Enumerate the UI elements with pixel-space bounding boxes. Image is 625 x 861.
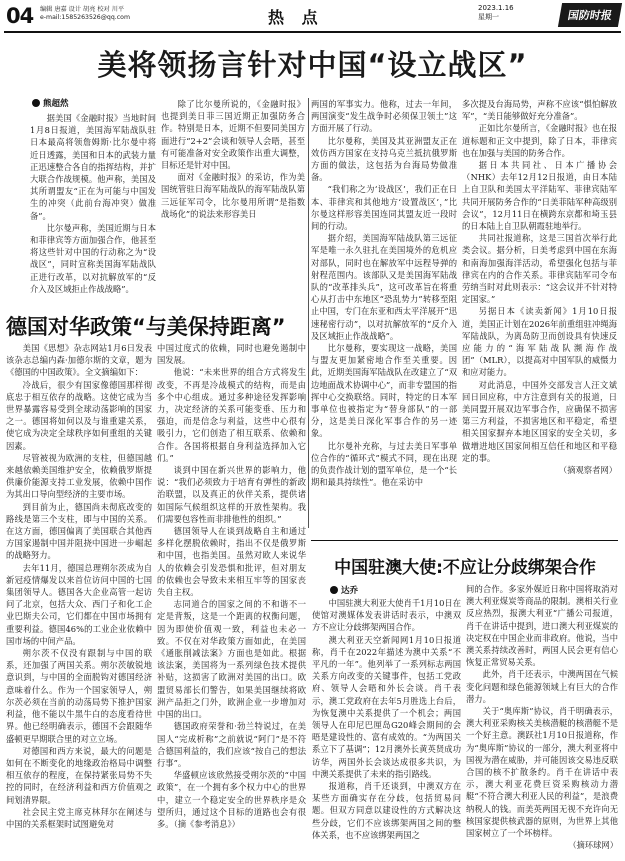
article2-headline: 德国对华政策“与美保持距离” <box>6 315 286 339</box>
article2-paragraph: 去年11月，德国总理朔尔茨成为自新冠疫情爆发以来首位访问中国的七国集团领导人。德国各大企业高管一起访问了北京，包括大众、西门子和化工企业巴斯夫公司，它们都在中国市场拥有重要利益。德国46%的工业企业依赖中国市场的中间产品。 <box>6 562 152 646</box>
article3-source: （摘环球网） <box>568 840 618 851</box>
article2-column-2 <box>157 342 306 854</box>
article1-paragraph: 另据日本《读卖新闻》1月10日报道，美国正计划在2026年前重组驻冲绳海军陆战队，为离岛防卫而创设具有快速反应能力的“海军陆战队濒海作战团”（MLR），以提高对中国军队的威慑力和应对能力。 <box>462 306 617 378</box>
page-number: 04 <box>6 4 34 28</box>
article1-column-1 <box>30 112 156 304</box>
date-text: 2023.1.16 <box>478 4 514 12</box>
article1-column-2 <box>161 98 305 302</box>
article1-paragraph: 据美国《金融时报》当地时间1月8日报道，美国海军陆战队驻日本最高将领詹姆斯·比尔曼中将近日透露，美国和日本的武装力量正迅速整合各自的指挥结构，并扩大联合作战规模。他声称，美国及其所谓盟友“正在为可能与中国发生的冲突（此前台海冲突）做准备”。 <box>30 113 156 221</box>
article1-source: （摘观察者网） <box>558 465 617 476</box>
article2-paragraph: 华盛顿应该欣然接受朔尔茨的“中国政策”，在一个拥有多个权力中心的世界中，建立一个稳定安全的世界秩序是众望所归，通过这个目标的道路也会有很多。（摘《参考消息》） <box>157 770 306 829</box>
article1-paragraph: “我们称之为‘设战区’，我们正在日本、菲律宾和其他地方‘设置战区’，”比尔曼这样形容美国连同其盟友近一段时间的行动。 <box>311 184 457 232</box>
article1-paragraph: 比尔曼称，美国及其亚洲盟友正在效仿西方国家在支持乌克兰抵抗俄罗斯方面的做法，这包括为台海局势做准备。 <box>311 135 457 183</box>
article3-column-2 <box>466 583 618 855</box>
article1-paragraph: 多次提及台海局势，声称不应该“惧怕解放军”，“美日能够做好充分准备”。 <box>462 99 617 122</box>
article2-paragraph: 尽管被视为欧洲的支柱，但德国越来越依赖美国维护安全，依赖俄罗斯提供廉价能源支持工业发展，依赖中国作为其出口导向型经济的主要市场。 <box>6 452 152 500</box>
byline-bullet-icon <box>330 586 338 594</box>
article1-paragraph: 正如比尔曼所言，《金融时报》也在报道标题和正文中提到，除了日本，菲律宾也在加强与美国的防务合作。 <box>462 123 617 158</box>
issue-date <box>478 4 558 22</box>
article3-column-1 <box>312 597 461 855</box>
article2-paragraph: 志同道合的国家之间的不和谐不一定是背叛，这是一个距离的权衡问题，因为即使价值观一致，利益也未必一致。不仅在对华政策方面如此，在美国《通胀削减法案》方面也是如此。根据该法案，美国将为一系列绿色技术提供补贴，这损害了欧洲对美国的出口。欧盟贸易部长们警告，如果美国继续将欧洲产品拒之门外，欧洲企业一步增加对中国的出口。 <box>157 599 306 720</box>
editors-line: 编辑 唐嘉 设计 胡亮 校对 川平 <box>40 6 125 13</box>
header-rule <box>4 31 621 33</box>
article2-paragraph: 美国《思想》杂志网站1月6日发表该杂志总编内森·加德尔斯的文章，题为《德国的中国政策》。全文摘编如下： <box>6 343 152 378</box>
article3-paragraph: 报道称，肖千还谈到，中澳双方在某些方面确实存在分歧，包括贸易问题。但双方同意以建设性的方式解决这些分歧，它们不应该绑架两国之间的整体关系，也不应该绑架两国之 <box>312 781 461 840</box>
article3-paragraph: 关于“奥库斯”协议，肖千明确表示，澳大利亚采购核关美核潜艇的核潜艇不是一个好主意。澳跃社1月10日报道称，作为“奥库斯”协议的一部分，澳大利亚将中国视为潜在威胁，并可能因该交易违反联合国的核不扩散条约。肖千在讲话中表示，澳大利亚花费巨资采购核动力潜艇“不符合澳大利亚人民的利益”，是浪费纳税人的钱。而美英两国无视不充许向无核国家提供核武器的原则，为世界上其他国家树立了一个坏榜样。 <box>466 706 618 839</box>
article1-paragraph: 两国的军事实力。他称，过去一年间，两国演变“发生战争时必须保卫领土”这方面开展了行动。 <box>311 99 457 134</box>
masthead-logo: 国防时报 <box>558 3 622 27</box>
article2-paragraph: 社会民主党主席克林拜尔在阐述与中国的关系框架时试图避免对 <box>6 806 152 829</box>
article1-byline <box>32 97 69 109</box>
article1-paragraph: 比尔曼称，要实现这一战略，美国与盟友更加紧密地合作至关重要。因此，近期美国海军陆战队在改建立了“双边地面战术协调中心”，而非专盟国的指挥中心交换联络。同时，特定的日本军事单位也被指定为“替身部队”的一部分，这是美日深化军事合作的另一迹象。 <box>311 343 457 439</box>
article3-paragraph: 澳大利亚天空新闻网1月10日报道称，肖千在2022年描述为澳中关系“不平凡的一年”。他列举了一系列标志两国关系方向改变的关键事件，包括工党政府、领导人会晤和外长会谈。肖千表示，澳工党政府在去年5月胜选上台后，为恢复澳中关系提供了一个机会；两国领导人在印尼巴厘岛G20峰会期间的会晤是建设性的、富有成效的。“为两国关系立下了基调”；12月澳外长黄英贤成功访华，两国外长会谈达成很多共识，为中澳关系提供了未来的指引路线。 <box>312 634 461 779</box>
article2-paragraph: 到目前为止，德国尚未彻底改变的路线是第三个支柱，即与中国的关系。在这方面，德国偏离了美国联合其他西方国家遏制中国并阻挠中国进一步崛起的战略努力。 <box>6 501 152 561</box>
article2-paragraph: 对德国和西方来说，最大的问题是如何在不断变化的地缘政治格局中调整相互依存的程度，在保持紧张局势不失控的同时，在经济利益和西方价值观之间划清界限。 <box>6 745 152 805</box>
article1-author: 熊超然 <box>43 99 69 109</box>
article2-paragraph: 朔尔茨不仅没有跟制与中国的联系，还加强了两国关系。朔尔茨敏锐地意识到，与中国的全面脱钩对德国经济意味着什么。作为一个国家领导人，朔尔茨必须在当前的动荡局势下推护国家利益，他不能以牛黑牛白的态度看待世界。他已经明确表示，德国不会跟随华盛顿更早期联合里的对立立场。 <box>6 648 152 744</box>
article3-byline <box>330 584 358 596</box>
article1-column-3 <box>311 98 457 508</box>
article1-column-4 <box>462 98 617 530</box>
email-line: e-mail:1585263526@qq.com <box>40 14 130 21</box>
article1-headline: 美将领扬言针对中国“设立战区” <box>97 48 528 82</box>
article1-paragraph: 比尔曼补充称，与过去美日军事单位合作的“循环式”模式不同，现在出现的负责作战计划的盟军单位，是一个“长期和最具持续性”。他在采访中 <box>311 440 457 488</box>
article2-paragraph: 他说：“未来世界的组合方式将发生改变，不再是冷战模式的结构，而是由多个中心组成。通过多种途径发挥影响力，决定经济的关系可能变垂、压力和强迫，而是信念与利益，这些中心很有吸引力，它们创造了相互联系、依赖和合作。各国将根据自身利益选择加入它们。” <box>157 367 306 463</box>
article1-paragraph: 除了比尔曼所说的，《金融时报》也提到美日菲三国近期正加强防务合作。特别是日本，近期不但要同美国方面进行“2+2”会谈和领导人会晤，甚至有可能准备对安全政策作出重大调整，目标还是针对中国。 <box>161 99 305 171</box>
article1-paragraph: 面对《金融时报》的采访，作为美国统管驻日海军陆战队的海军陆战队第三远征军司令，比尔曼用所谓“是指数战场化”的说法来形容美日 <box>161 172 305 219</box>
article3-paragraph: 此外，肖千还表示，中澳两国在气候变化问题和绿色能源领域上有巨大的合作潜力。 <box>466 669 618 704</box>
editors-credits <box>40 6 130 22</box>
article1-paragraph: 据介绍，美国海军陆战队第三远征军是唯一永久驻扎在美国境外的危机应对部队，同时也在解放军中远程导弹的射程范围内。该部队又是美国海军陆战队的“改革排头兵”，这可改革旨在将重心从打击中东地区“恐乱势力”转移至阻止中国，专门在东亚和西太平洋展开“迅速秘密行动”，以对抗解放军的“反介入及区域拒止作战战略”。 <box>311 233 457 341</box>
article3-paragraph: 中国驻澳大利亚大使肖千1月10日在使馆对澳媒体发表讲话时表示，中澳双方不应让分歧绑架两国合作。 <box>312 598 461 633</box>
article2-paragraph: 德国领导人在谈到战略自主和通过多样化摆脱依赖时，指出不仅是俄罗斯和中国，也指美国。虽然对欧人来说华人的依赖会引发恐惧和批评，但对朋友的依赖也会导致未来相互牢等的国家丧失自主权。 <box>157 526 306 598</box>
article2-paragraph: 谈到中国在新兴世界的影响力，他说：“我们必须致力于培育有弹性的新政治联盟，以及真正的伙伴关系，提供诸如国际气候组织这样的开放性架构。我们需要包容性而非排他性的组织。” <box>157 465 306 524</box>
article2-paragraph: 德国政府荣誉和·勃兰特说过，在美国人“完成析称”之前就说“阿门”是不符合德国利益的，我们应该“按自己的想法行事”。 <box>157 721 306 768</box>
byline-bullet-icon <box>32 99 40 107</box>
article2-column-1 <box>6 342 152 854</box>
article2-paragraph: 中国过度式的依赖，同时也避免遏制中国发展。 <box>157 343 306 366</box>
article1-paragraph: 据日本共同社、日本广播协会（NHK）去年12月12日报道，由日本陆上自卫队和美国太平洋陆军、菲律宾陆军共同开展防务合作的“日美菲陆军种高级别会议”，12月11日在横跨东京都和埼玉县的日本陆上自卫队朝霞驻地举行。 <box>462 160 617 232</box>
section-divider <box>311 540 618 541</box>
article3-paragraph: 间的合作。多家外媒近日称中国将取消对澳大利亚煤炭等商品的限制。澳相关行业反应热烈，报澳大利亚“广播公司报道，肖千在讲话中提到，进口澳大利亚煤炭的决定权在中国企业而非政府。他说，当中澳关系持续改善时，两国人民会更有信心恢复正常贸易关系。 <box>466 584 618 668</box>
section-title: 热 点 <box>268 8 324 27</box>
article2-paragraph: 冷战后，很少有国家像德国那样彻底忠于相互依存的战略。这使它成为当世界暴露容易受到全球动荡影响的国家之一。德国将如何以及与谁重建关系，使它成为决定全球秩序如何重组的关键因素。 <box>6 379 152 451</box>
weekday-text: 星期一 <box>478 13 499 21</box>
article1-paragraph: 共同社报道称，这是三国首次举行此类会议。据分析，日美考虑到中国在东海和南海加强海洋活动，希望强化包括与菲律宾在内的合作关系。菲律宾陆军司令布劳纳当时对此则表示：“这会议并不针对特定国家。” <box>462 233 617 305</box>
article1-paragraph: 比尔曼声称，美国近期与日本和菲律宾等方面加强合作，他甚至将这些针对中国的行动称之为“设战区”，同时宣称美国海军陆战队正进行改革，以对抗解放军的“反介入及区域拒止作战战略”。 <box>30 222 156 294</box>
article1-paragraph: 对此消息，中国外交部发言人汪文斌回日回应称，中方注意到有关的报道，日美同盟开展双边军事合作，应确保不损害第三方利益，不损害地区和平稳定，希望相关国家摒弃本地区国家的安全关切，多做增进地区国家间相互信任和地区和平稳定的事。 <box>462 379 617 463</box>
article3-headline: 中国驻澳大使:不应让分歧绑架合作 <box>334 558 596 578</box>
article3-author: 达乔 <box>341 586 359 596</box>
column-divider <box>308 98 309 528</box>
